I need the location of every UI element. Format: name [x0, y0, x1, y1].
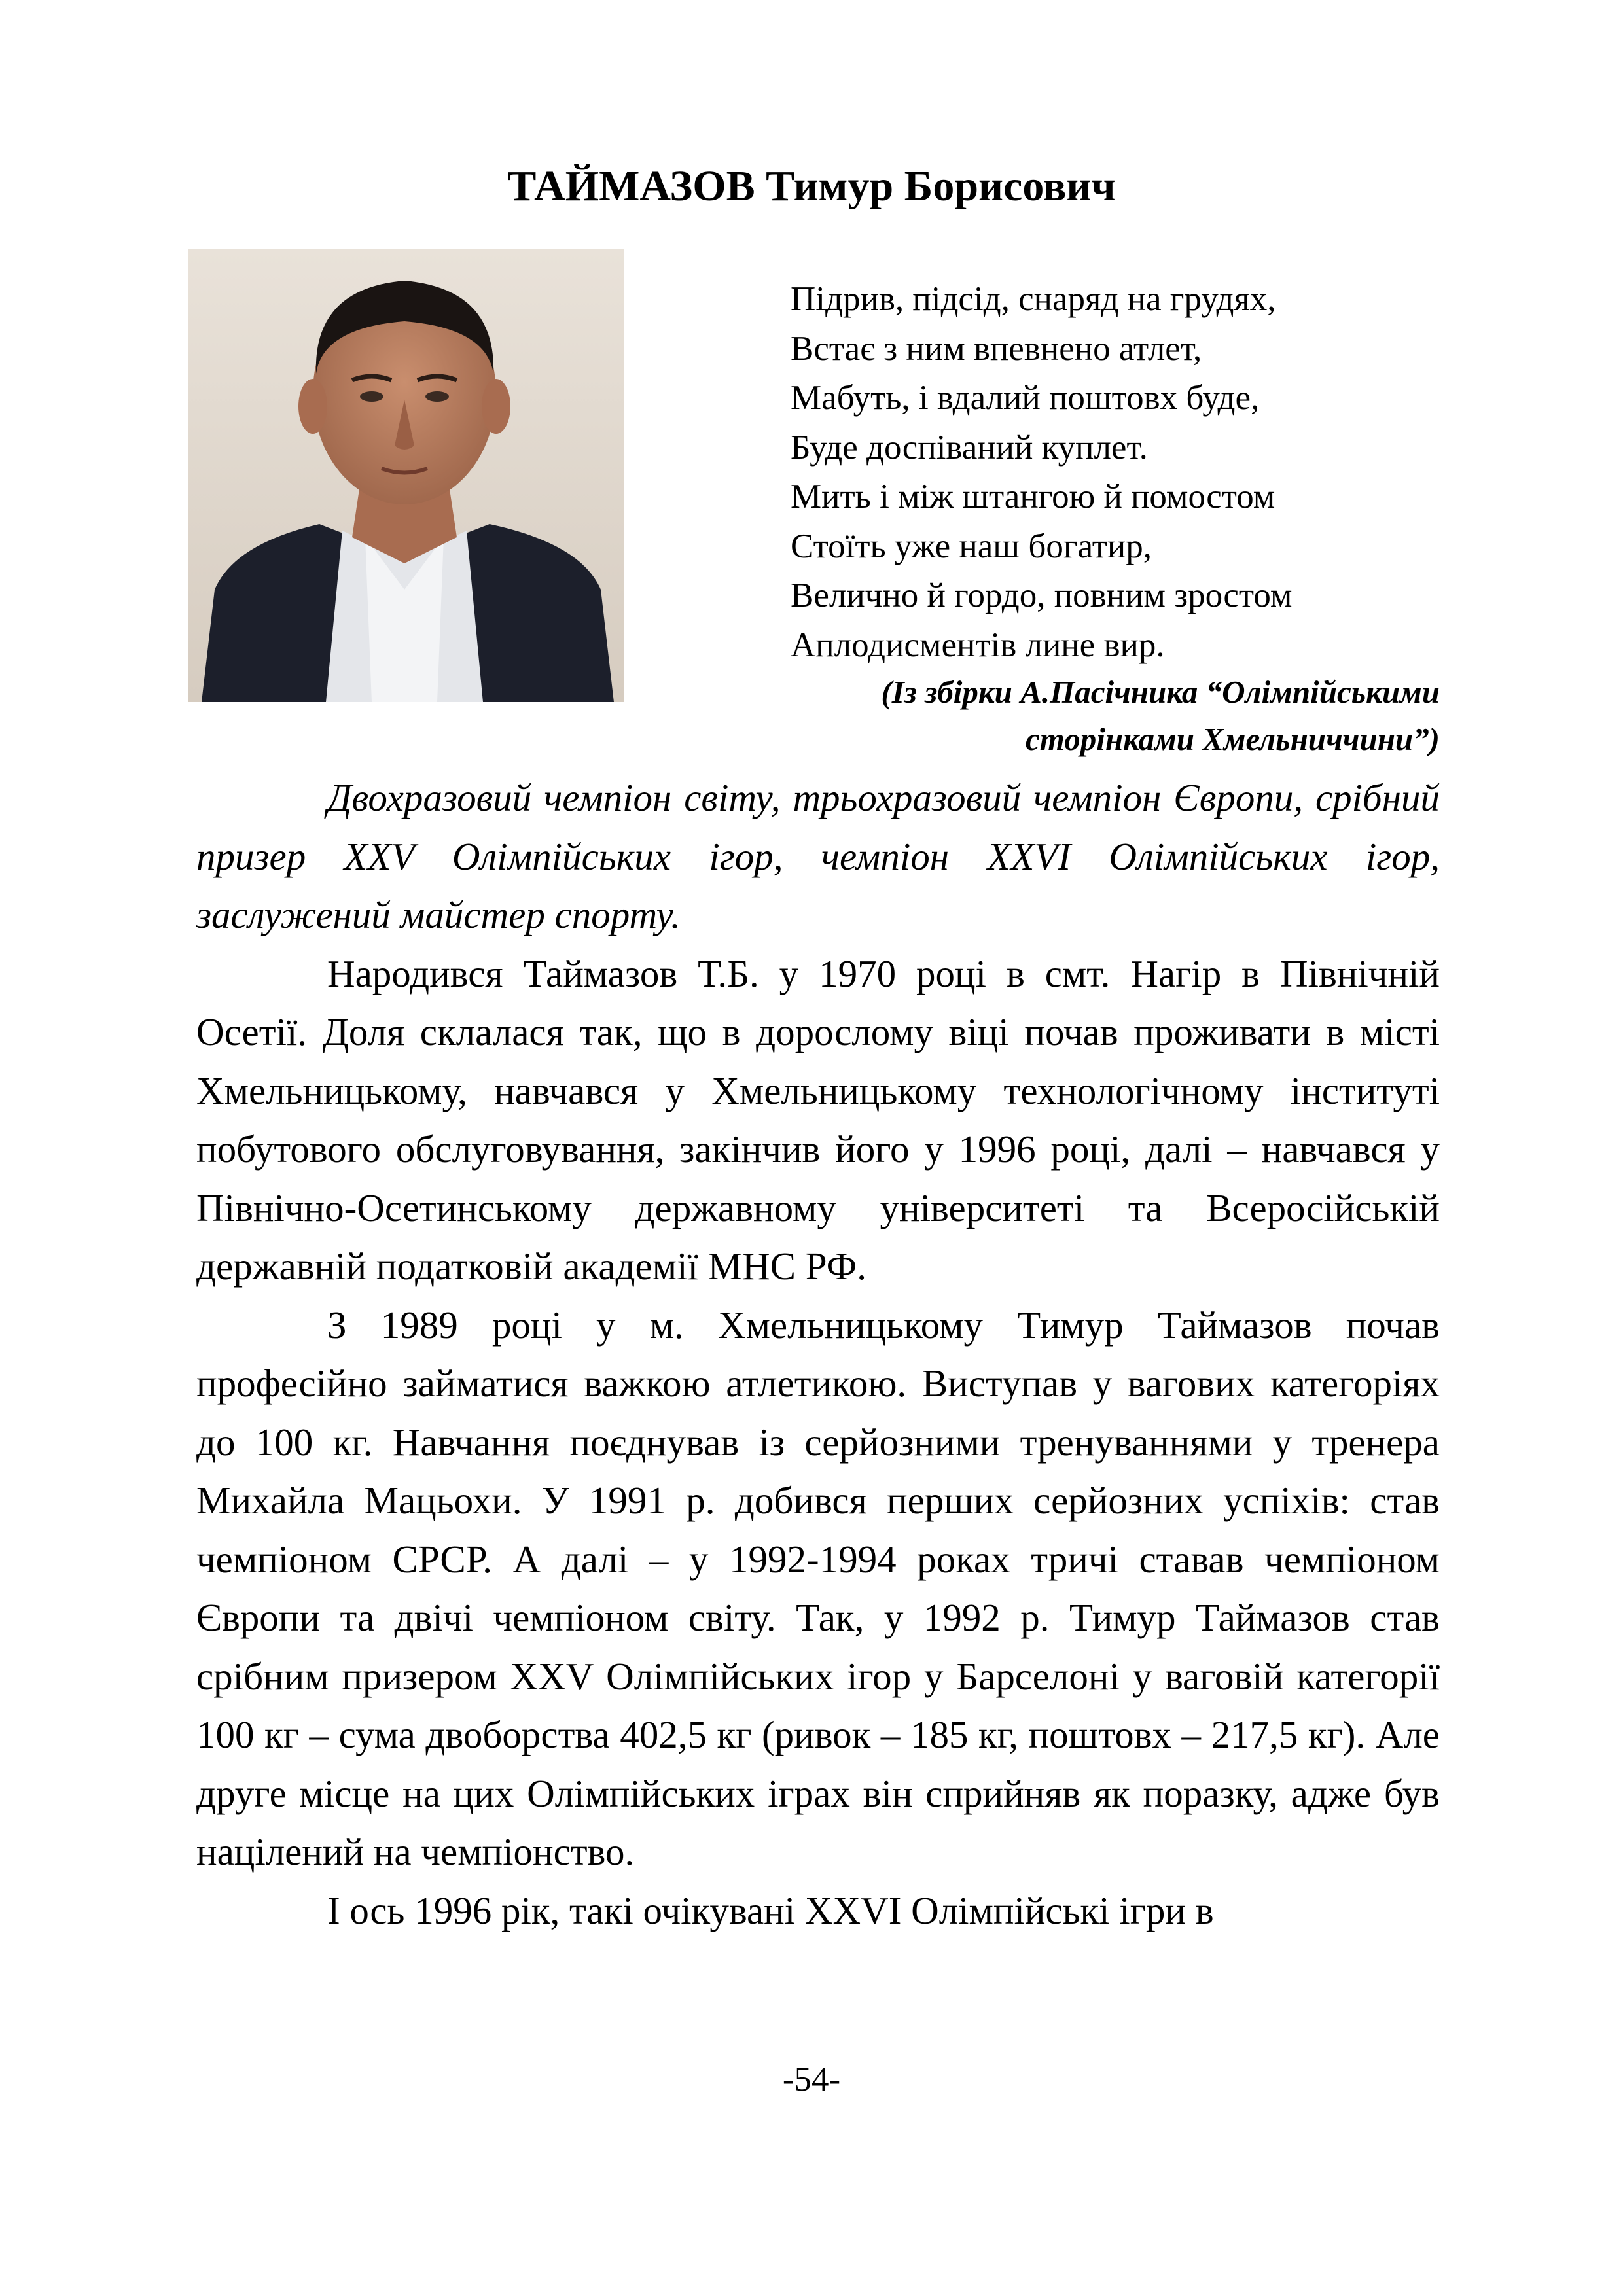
poem-line: Мабуть, і вдалий поштовх буде,: [791, 379, 1260, 417]
poem-source-line: (Із збірки А.Пасічника “Олімпійськими: [881, 674, 1440, 710]
body-paragraph: Народився Таймазов Т.Б. у 1970 році в смт. Нагір в Північній Осетії. Доля склалася так, що в дорослому віці почав проживати в місті Хмельницькому, навчався у Хмельницькому технологічному інституті побутового обслуговування, закінчив його у 1996 році, далі – навчався у Північно-Осетинському державному університеті та Всеросійській державній податковій академії МНС РФ.: [196, 951, 1440, 1288]
poem-line: Аплодисментів лине вир.: [791, 626, 1165, 664]
poem-line: Встає з ним впевнено атлет,: [791, 329, 1202, 368]
poem-line: Мить і між штангою й помостом: [791, 478, 1275, 516]
portrait-photo: [188, 249, 624, 702]
page-title: ТАЙМАЗОВ Тимур Борисович: [507, 162, 1116, 210]
body-paragraph: З 1989 році у м. Хмельницькому Тимур Таймазов почав професійно займатися важкою атлетикою. Виступав у вагових категоріях до 100 кг. Навчання поєднував із серйозними тренуваннями у тренера Михайла Мацьохи. У 1991 р. добився перших серйозних успіхів: став чемпіоном СРСР. А далі – у 1992-1994 роках тричі ставав чемпіоном Європи та двічі чемпіоном світу. Так, у 1992 р. Тимур Таймазов став срібним призером XXV Олімпійських ігор у Барселоні у ваговій категорії 100 кг – сума двоборства 402,5 кг (ривок – 185 кг, поштовх – 217,5 кг). Але друге місце на цих Олімпійських іграх він сприйняв як поразку, адже був націлений на чемпіонство.: [196, 1303, 1440, 1873]
poem-line: Стоїть уже наш богатир,: [791, 527, 1152, 565]
poem-line: Велично й гордо, повним зростом: [791, 576, 1293, 614]
page-number: -54-: [782, 2060, 841, 2098]
intro-paragraph: Двохразовий чемпіон світу, трьохразовий чемпіон Європи, срібний призер XXV Олімпійських ігор, чемпіон XXVI Олімпійських ігор, заслужений майстер спорту.: [196, 776, 1440, 936]
poem-source: [720, 669, 1440, 763]
poem: [791, 275, 1465, 670]
poem-line: Буде доспіваний куплет.: [791, 428, 1148, 467]
poem-source-line: сторінками Хмельниччини”): [1026, 721, 1440, 757]
article-body: [196, 769, 1440, 1940]
poem-line: Підрив, підсід, снаряд на грудях,: [791, 280, 1276, 318]
body-paragraph: І ось 1996 рік, такі очікувані XXVI Олімпійські ігри в: [327, 1888, 1214, 1932]
portrait-illustration: [188, 249, 624, 702]
